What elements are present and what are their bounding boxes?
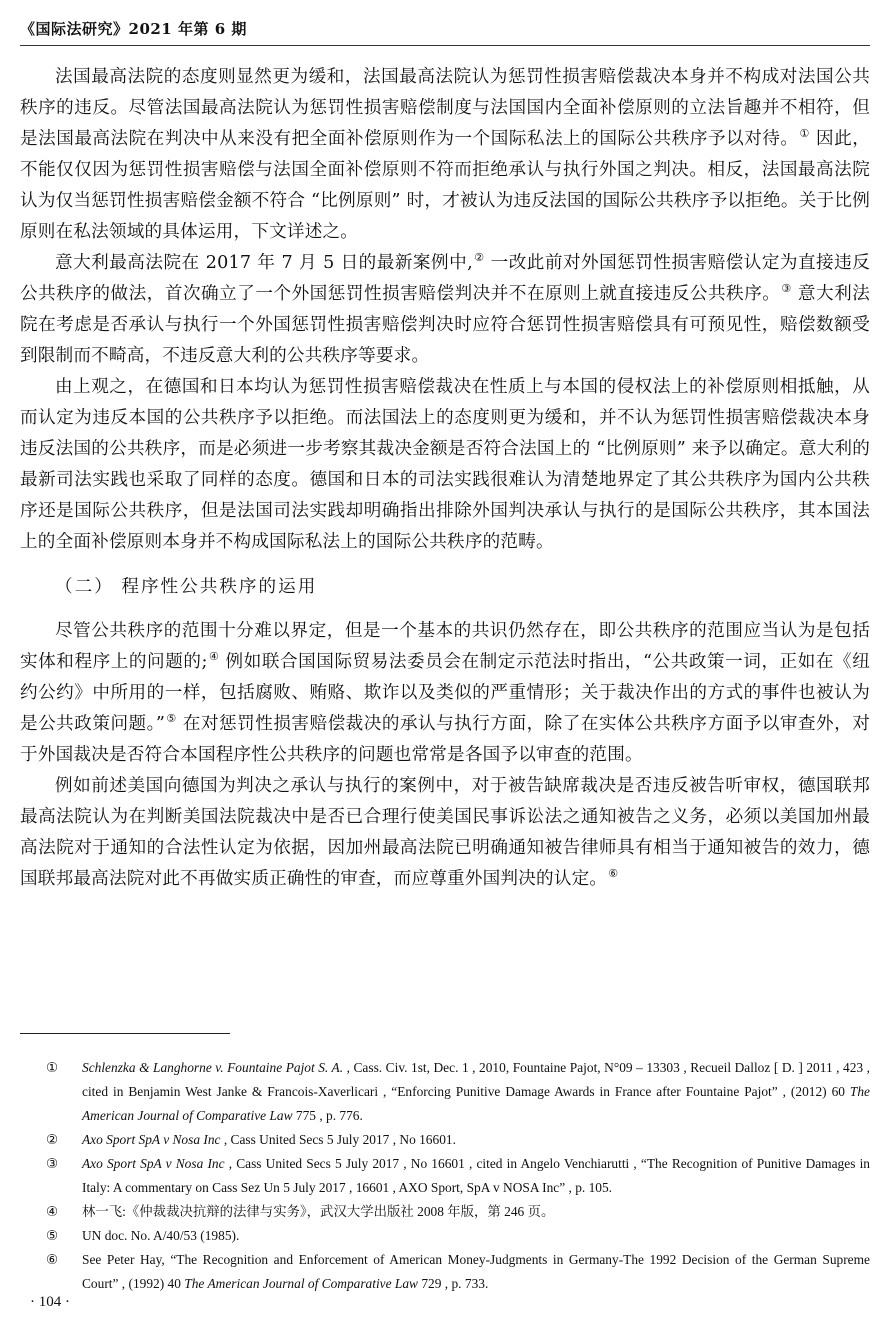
paragraph-summary: 由上观之，在德国和日本均认为惩罚性损害赔偿裁决在性质上与本国的侵权法上的补偿原则相抵触，从而认定为违反本国的公共秩序予以拒绝。而法国法上的态度则更为缓和，并不认为惩罚性损害赔偿裁决本身违反法国的公共秩序，而是必须进一步考察其裁决金额是否符合法国上的 “比例原则” 来予以确定。意大利的最新司法实践也采取了同样的态度。德国和日本的司法实践很难认为清楚地界定了其公共秩序为国内公共秩序还是国际公共秩序，但是法国司法实践却明确指出排除外国判决承认与执行的是国际公共秩序，其本国法上的全面补偿原则本身并不构成国际私法上的国际公共秩序的范畴。 [20,377,870,552]
footnote-4: ④ 林一飞:《仲裁裁决抗辩的法律与实务》，武汉大学出版社 2008 年版，第 246 页。 [20,1200,870,1224]
running-head: 《国际法研究》2021 年第 6 期 [20,18,870,46]
paragraph-italy: 意大利最高法院在 2017 年 7 月 5 日的最新案例中,② 一改此前对外国惩罚性损害赔偿认定为直接违反公共秩序的做法，首次确立了一个外国惩罚性损害赔偿判决并不在原则上就直接违反公共秩序。③ 意大利法院在考虑是否承认与执行一个外国惩罚性损害赔偿判决时应符合惩罚性损害赔偿具有可预见性，赔偿数额受到限制而不畸高，不违反意大利的公共秩序等要求。 [20,251,871,366]
footnote-ref-6[interactable]: ⑥ [608,867,619,881]
footnote-divider [20,1033,230,1034]
paragraph-procedural: 尽管公共秩序的范围十分难以界定，但是一个基本的共识仍然存在，即公共秩序的范围应当认为是包括实体和程序上的问题的;④ 例如联合国国际贸易法委员会在制定示范法时指出，“公共政策一词，正如在《纽约公约》中所用的一样，包括腐败、贿赂、欺诈以及类似的严重情形；关于裁决作出的方式的事件也被认为是公共政策问题。”⑤ 在对惩罚性损害赔偿裁决的承认与执行方面，除了在实体公共秩序方面予以审查外，对于外国裁决是否符合本国程序性公共秩序的问题也常常是各国予以审查的范围。 [20,621,870,765]
footnote-ref-3[interactable]: ③ [781,282,792,296]
page-number: · 104 · [30,1294,70,1310]
body-text [20,62,870,895]
footnote-mark: ④ [46,1204,59,1219]
footnote-ref-2[interactable]: ② [473,251,485,265]
footnote-5: ⑤ UN doc. No. A/40/53 (1985). [20,1224,870,1248]
footnote-mark: ⑤ [46,1228,59,1243]
footnote-ref-5[interactable]: ⑤ [166,712,177,726]
footnote-ref-4[interactable]: ④ [208,650,220,664]
paragraph-example: 例如前述美国向德国为判决之承认与执行的案例中，对于被告缺席裁决是否违反被告听审权，德国联邦最高法院认为在判断美国法院裁决中是否已合理行使美国民事诉讼法之通知被告之义务，必须以美国加州最高法院对于通知的合法性认定为依据，因加州最高法院已明确通知被告律师具有相当于通知被告的效力，德国联邦最高法院对此不再做实质正确性的审查，而应尊重外国判决的认定。⑥ [20,776,870,889]
paragraph-france: 法国最高法院的态度则显然更为缓和，法国最高法院认为惩罚性损害赔偿裁决本身并不构成对法国公共秩序的违反。尽管法国最高法院认为惩罚性损害赔偿制度与法国国内全面补偿原则的立法旨趣并不相符，但是法国最高法院在判决中从来没有把全面补偿原则作为一个国际私法上的国际公共秩序予以对待。① 因此，不能仅仅因为惩罚性损害赔偿与法国全面补偿原则不符而拒绝承认与执行外国之判决。相反，法国最高法院认为仅当惩罚性损害赔偿金额不符合 “比例原则” 时，才被认为违反法国的国际公共秩序予以拒绝。关于比例原则在私法领域的具体运用，下文详述之。 [20,67,870,242]
section-heading: （二） 程序性公共秩序的运用 [55,577,318,597]
footnote-3: ③ Axo Sport SpA v Nosa Inc , Cass United Secs 5 July 2017 , No 16601 , cited in Angelo Venchiarutti , “The Recognition of Punitive Damages in Italy: A commentary on Cass Sez Un 5 July 2017 , 16601 , AXO Sport, SpA v NOSA Inc” , p. 105. [20,1152,870,1200]
footnote-1: ① Schlenzka & Langhorne v. Fountaine Pajot S. A. , Cass. Civ. 1st, Dec. 1 , 2010, Fountaine Pajot, N°09 – 13303 , Recueil Dalloz [ D. ] 2011 , 423 , cited in Benjamin West Janke & Francois-Xaverlicari , “Enforcing Punitive Damage Awards in France after Fountaine Pajot” , (2012) 60 The American Journal of Comparative Law 775 , p. 776. [20,1056,870,1128]
footnote-mark: ① [46,1060,59,1075]
footnotes [20,1056,870,1296]
footnote-mark: ⑥ [46,1252,59,1267]
footnote-ref-1[interactable]: ① [799,127,810,141]
footnote-6: ⑥ See Peter Hay, “The Recognition and Enforcement of American Money-Judgments in Germany-The 1992 Decision of the German Supreme Court” , (1992) 40 The American Journal of Comparative Law 729 , p. 733. [20,1248,870,1296]
footnote-mark: ③ [46,1156,59,1171]
footnote-2: ② Axo Sport SpA v Nosa Inc , Cass United Secs 5 July 2017 , No 16601. [20,1128,870,1152]
footnote-mark: ② [46,1132,59,1147]
